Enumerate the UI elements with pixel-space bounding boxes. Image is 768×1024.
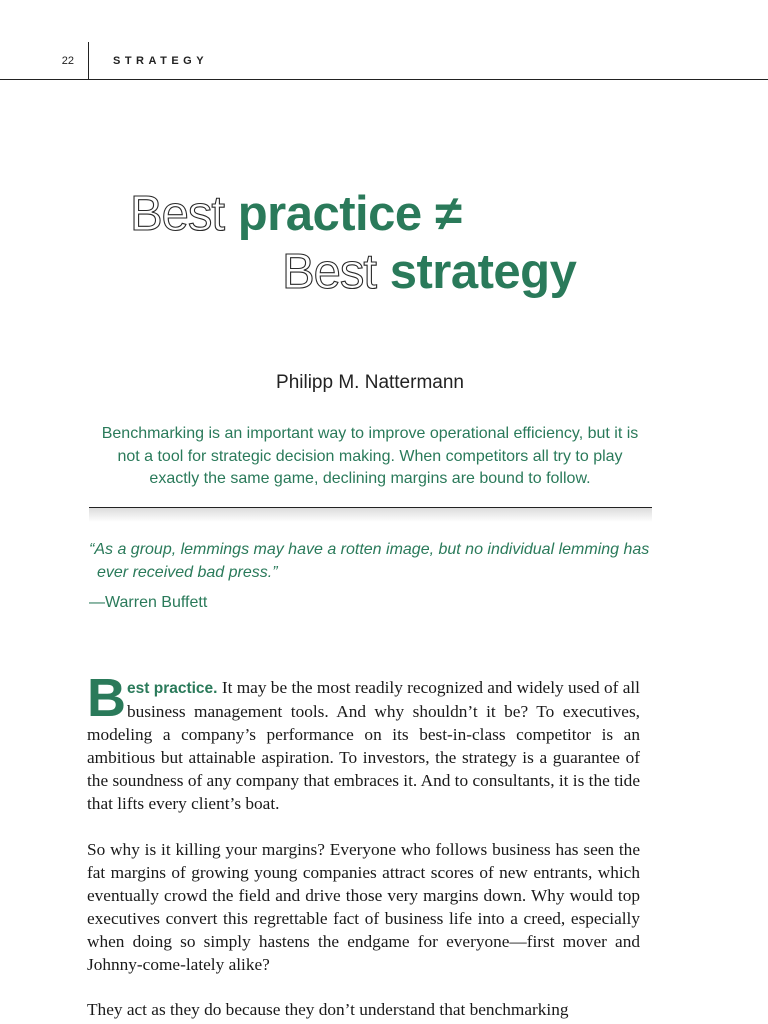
header-divider (88, 42, 89, 79)
article-deck: Benchmarking is an important way to improve operational efficiency, but it is not a tool for strategic decision making. When competitors all try to play exactly the same game, declining margins are bound to follow. (101, 425, 639, 487)
article-title-line-1 (130, 187, 462, 241)
article-title-line-2 (282, 245, 577, 299)
body-paragraph-3: They act as they do because they don’t understand that benchmarking (87, 1000, 569, 1019)
epigraph-attribution: —Warren Buffett (89, 594, 208, 611)
body-paragraph-1 (87, 668, 640, 815)
drop-cap: B (87, 668, 126, 728)
lead-in: est practice. (127, 680, 218, 697)
epigraph-quote: “As a group, lemmings may have a rotten image, but no individual lemming has ever received bad press.” (89, 541, 650, 581)
body-paragraph-2: So why is it killing your margins? Everyone who follows business has seen the fat margins of growing young companies attract scores of new entrants, which eventually crowd the field and drive those very margins down. Why would top executives convert this regrettable fact of business life into a creed, especially when doing so simply hastens the endgame for everyone—first mover and Johnny-come-lately alike? (87, 840, 640, 974)
page-number: 22 (61, 55, 74, 67)
section-label: STRATEGY (113, 55, 209, 67)
deck-divider-shadow (89, 508, 652, 522)
header-rule (0, 79, 768, 80)
author-byline: Philipp M. Nattermann (276, 372, 464, 393)
title-strategy: strategy (389, 245, 577, 299)
body-paragraph-1-text: It may be the most readily recognized and widely used of all business management tools. And why shouldn’t it be? To executives, modeling a company’s performance on its best-in-class competitor is an ambitious but attainable aspiration. To investors, the strategy is a guarantee of the soundness of any company that embraces it. And to consultants, it is the tide that lifts every client’s boat. (87, 678, 640, 813)
title-practice: practice (237, 187, 422, 241)
title-best-1: Best (130, 187, 225, 241)
title-best-2: Best (282, 245, 377, 299)
not-equal-symbol: ≠ (435, 187, 462, 241)
